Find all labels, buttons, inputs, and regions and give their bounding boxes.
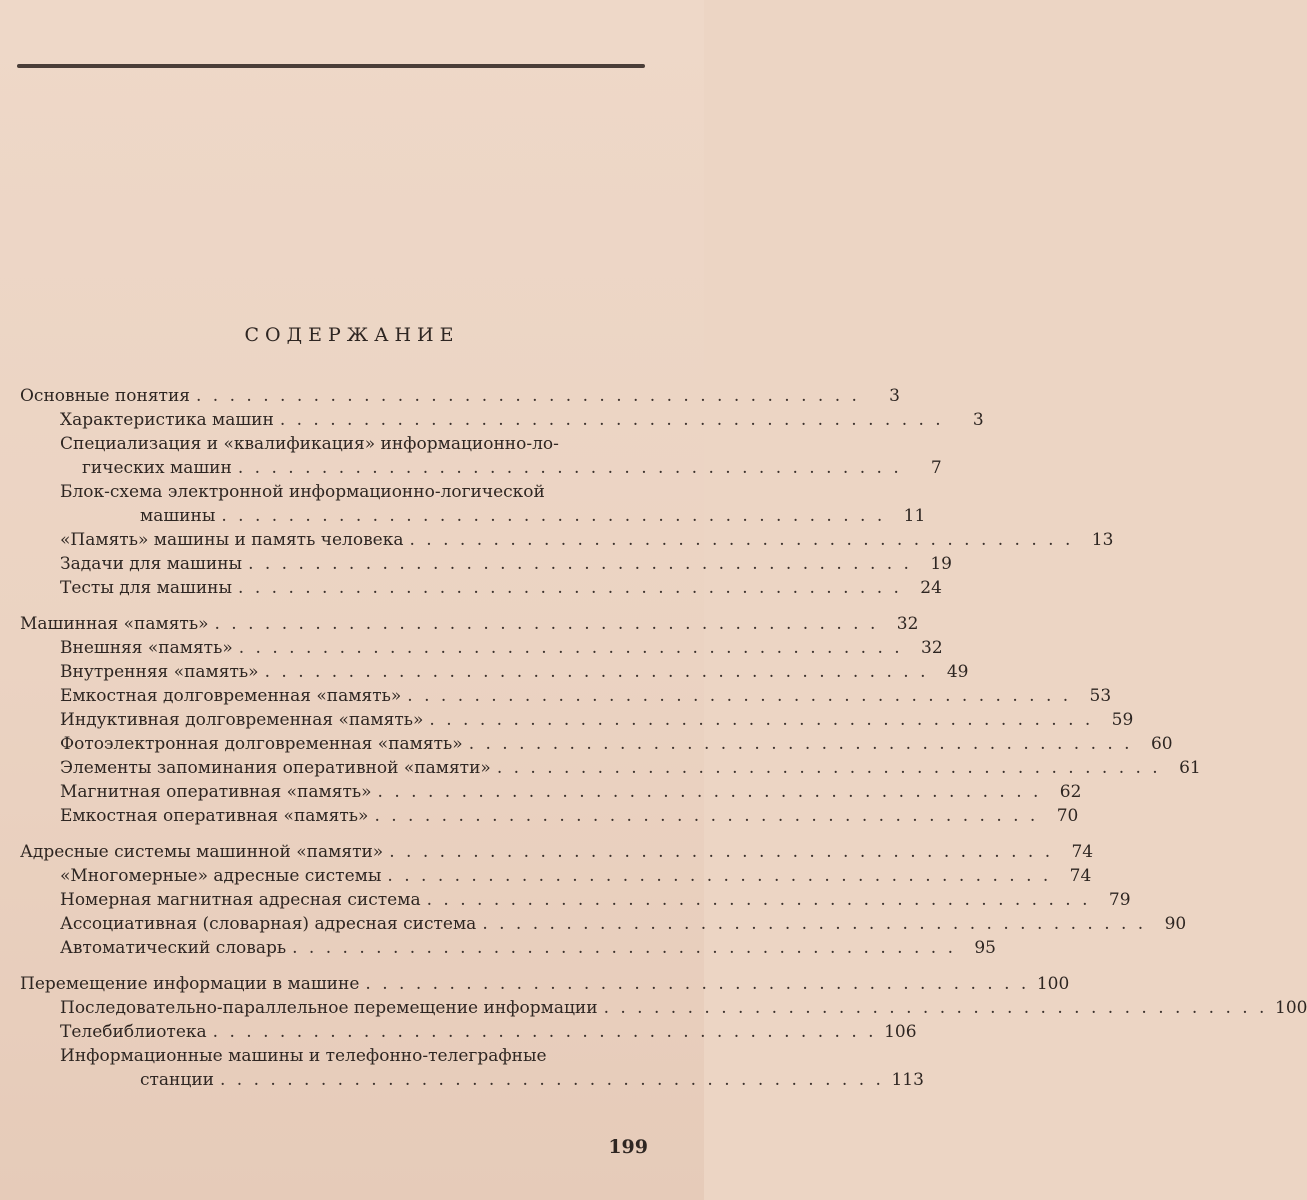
toc-entry-title: «Память» машины и память человека: [60, 530, 404, 550]
toc-entry: [20, 936, 996, 960]
dot-leader: . . . . . . . . . . . . . . . . . . . . . . . . . . . . . . . . . . . . . . . .: [429, 710, 1094, 730]
toc-section-title: Перемещение информации в машине: [20, 974, 360, 994]
toc-entry: [20, 576, 942, 600]
dot-leader: . . . . . . . . . . . . . . . . . . . . . . . . . . . . . . . . . . . . . . . .: [237, 458, 902, 478]
toc-section-heading: [20, 972, 1070, 996]
dot-leader: . . . . . . . . . . . . . . . . . . . . . . . . . . . . . . . . . . . . . . . .: [214, 614, 879, 634]
toc-page-number: 100: [1275, 998, 1307, 1018]
toc-entry: [20, 636, 943, 660]
toc-page-number: 70: [1056, 806, 1079, 826]
dot-leader: . . . . . . . . . . . . . . . . . . . . . . . . . . . . . . . . . . . . . . . .: [212, 1022, 877, 1042]
dot-leader: . . . . . . . . . . . . . . . . . . . . . . . . . . . . . . . . . . . . . . . .: [482, 914, 1147, 934]
dot-leader: . . . . . . . . . . . . . . . . . . . . . . . . . . . . . . . . . . . . . . . .: [426, 890, 1091, 910]
toc-entry-title-continued: станции: [140, 1070, 214, 1090]
toc-entry-title: Специализация и «квалификация» информационно-ло-: [60, 434, 559, 454]
toc-entry: [20, 732, 1173, 756]
dot-leader: . . . . . . . . . . . . . . . . . . . . . . . . . . . . . . . . . . . . . . . .: [248, 554, 912, 574]
toc-page-number: 74: [1071, 842, 1094, 862]
dot-leader: . . . . . . . . . . . . . . . . . . . . . . . . . . . . . . . . . . . . . . . .: [221, 506, 886, 526]
dot-leader: . . . . . . . . . . . . . . . . . . . . . . . . . . . . . . . . . . . . . . . .: [264, 662, 929, 682]
toc-section: [20, 384, 1114, 600]
toc-entry-title: Емкостная оперативная «память»: [60, 806, 369, 826]
toc-page-number: 7: [930, 458, 942, 478]
toc-entry-title: Ассоциативная (словарная) адресная система: [60, 914, 477, 934]
toc-entry-title: Внутренняя «память»: [60, 662, 259, 682]
toc-entry-title-continued: машины: [140, 506, 216, 526]
dot-leader: . . . . . . . . . . . . . . . . . . . . . . . . . . . . . . . . . . . . . . . .: [374, 806, 1039, 826]
toc-section: [20, 840, 1187, 960]
dot-leader: . . . . . . . . . . . . . . . . . . . . . . . . . . . . . . . . . . . . . . . .: [387, 866, 1052, 886]
dot-leader: . . . . . . . . . . . . . . . . . . . . . . . . . . . . . . . . . . . . . . . .: [468, 734, 1133, 754]
toc-page-number: 113: [891, 1070, 924, 1090]
top-rule: [17, 64, 645, 68]
toc-section: [20, 612, 1201, 828]
toc-section-heading: [20, 612, 919, 636]
toc-entry-title: Элементы запоминания оперативной «памяти»: [60, 758, 491, 778]
dot-leader: . . . . . . . . . . . . . . . . . . . . . . . . . . . . . . . . . . . . . . . .: [377, 782, 1042, 802]
toc-entry: [20, 408, 984, 432]
dot-leader: . . . . . . . . . . . . . . . . . . . . . . . . . . . . . . . . . . . . . . . .: [496, 758, 1161, 778]
toc-entry-title: «Многомерные» адресные системы: [60, 866, 382, 886]
toc-section-heading: [20, 840, 1094, 864]
toc-entry: [20, 912, 1187, 936]
page-title: СОДЕРЖАНИЕ: [244, 324, 460, 346]
toc-section-title: Машинная «память»: [20, 614, 209, 634]
toc-entry-title: Фотоэлектронная долговременная «память»: [60, 734, 463, 754]
toc-page-number: 19: [930, 554, 952, 574]
toc-page-number: 3: [972, 410, 984, 430]
toc-entry-title: Емкостная долговременная «память»: [60, 686, 402, 706]
dot-leader: . . . . . . . . . . . . . . . . . . . . . . . . . . . . . . . . . . . . . . . .: [409, 530, 1074, 550]
toc-section-title: Адресные системы машинной «памяти»: [20, 842, 384, 862]
toc-page-number: 49: [946, 662, 969, 682]
dot-leader: . . . . . . . . . . . . . . . . . . . . . . . . . . . . . . . . . . . . . . . .: [220, 1070, 884, 1090]
toc-entry: [20, 996, 1307, 1020]
dot-leader: . . . . . . . . . . . . . . . . . . . . . . . . . . . . . . . . . . . . . . . .: [389, 842, 1054, 862]
toc-section: [20, 972, 1307, 1092]
toc-entry-title: Индуктивная долговременная «память»: [60, 710, 424, 730]
toc-page-number: 79: [1108, 890, 1131, 910]
toc-page-number: 62: [1059, 782, 1082, 802]
toc-entry-title: Телебиблиотека: [60, 1022, 207, 1042]
dot-leader: . . . . . . . . . . . . . . . . . . . . . . . . . . . . . . . . . . . . . . . .: [603, 998, 1268, 1018]
toc-entry: [20, 1020, 917, 1044]
toc-entry-title: Тесты для машины: [60, 578, 233, 598]
toc-entry-title: Магнитная оперативная «память»: [60, 782, 372, 802]
toc-entry-title: Задачи для машины: [60, 554, 243, 574]
table-of-contents: [20, 384, 1307, 1104]
toc-page-number: 90: [1164, 914, 1187, 934]
toc-entry: [20, 708, 1134, 732]
toc-page-number: 61: [1179, 758, 1201, 778]
toc-entry-title: Последовательно-параллельное перемещение информации: [60, 998, 598, 1018]
dot-leader: . . . . . . . . . . . . . . . . . . . . . . . . . . . . . . . . . . . . . . . .: [407, 686, 1072, 706]
dot-leader: . . . . . . . . . . . . . . . . . . . . . . . . . . . . . . . . . . . . . . . .: [238, 578, 902, 598]
toc-page-number: 32: [896, 614, 919, 634]
toc-page-number: 3: [889, 386, 900, 406]
toc-entry-title-continued: гических машин: [82, 458, 232, 478]
toc-entry: [20, 804, 1079, 828]
dot-leader: . . . . . . . . . . . . . . . . . . . . . . . . . . . . . . . . . . . . . . . .: [292, 938, 956, 958]
dot-leader: . . . . . . . . . . . . . . . . . . . . . . . . . . . . . . . . . . . . . . . .: [279, 410, 944, 430]
toc-entry: [20, 888, 1131, 912]
toc-entry: [20, 480, 926, 528]
dot-leader: . . . . . . . . . . . . . . . . . . . . . . . . . . . . . . . . . . . . . . . .: [238, 638, 903, 658]
toc-page-number: 24: [920, 578, 942, 598]
toc-page-number: 53: [1089, 686, 1112, 706]
toc-page-number: 11: [903, 506, 926, 526]
toc-entry: [20, 528, 1114, 552]
toc-page-number: 32: [921, 638, 943, 658]
toc-entry: [20, 864, 1092, 888]
toc-section-title: Основные понятия: [20, 386, 190, 406]
toc-entry: [20, 660, 969, 684]
toc-entry: [20, 780, 1082, 804]
toc-page-number: 100: [1036, 974, 1070, 994]
dot-leader: . . . . . . . . . . . . . . . . . . . . . . . . . . . . . . . . . . . . . . . .: [196, 386, 860, 406]
toc-entry: [20, 756, 1201, 780]
toc-entry-title: Автоматический словарь: [60, 938, 287, 958]
toc-page-number: 95: [974, 938, 996, 958]
toc-page-number: 74: [1069, 866, 1092, 886]
toc-page-number: 106: [884, 1022, 917, 1042]
page-number: 199: [608, 1136, 648, 1158]
toc-section-heading: [20, 384, 900, 408]
toc-entry: [20, 684, 1112, 708]
toc-entry: [20, 432, 942, 480]
toc-page-number: 60: [1150, 734, 1173, 754]
toc-entry: [20, 1044, 924, 1092]
dot-leader: . . . . . . . . . . . . . . . . . . . . . . . . . . . . . . . . . . . . . . . .: [365, 974, 1030, 994]
toc-entry: [20, 552, 952, 576]
toc-entry-title: Внешняя «память»: [60, 638, 233, 658]
toc-entry-title: Блок-схема электронной информационно-логической: [60, 482, 545, 502]
toc-page-number: 59: [1111, 710, 1134, 730]
toc-entry-title: Номерная магнитная адресная система: [60, 890, 421, 910]
toc-page-number: 13: [1091, 530, 1114, 550]
toc-entry-title: Информационные машины и телефонно-телеграфные: [60, 1046, 547, 1066]
toc-entry-title: Характеристика машин: [60, 410, 274, 430]
